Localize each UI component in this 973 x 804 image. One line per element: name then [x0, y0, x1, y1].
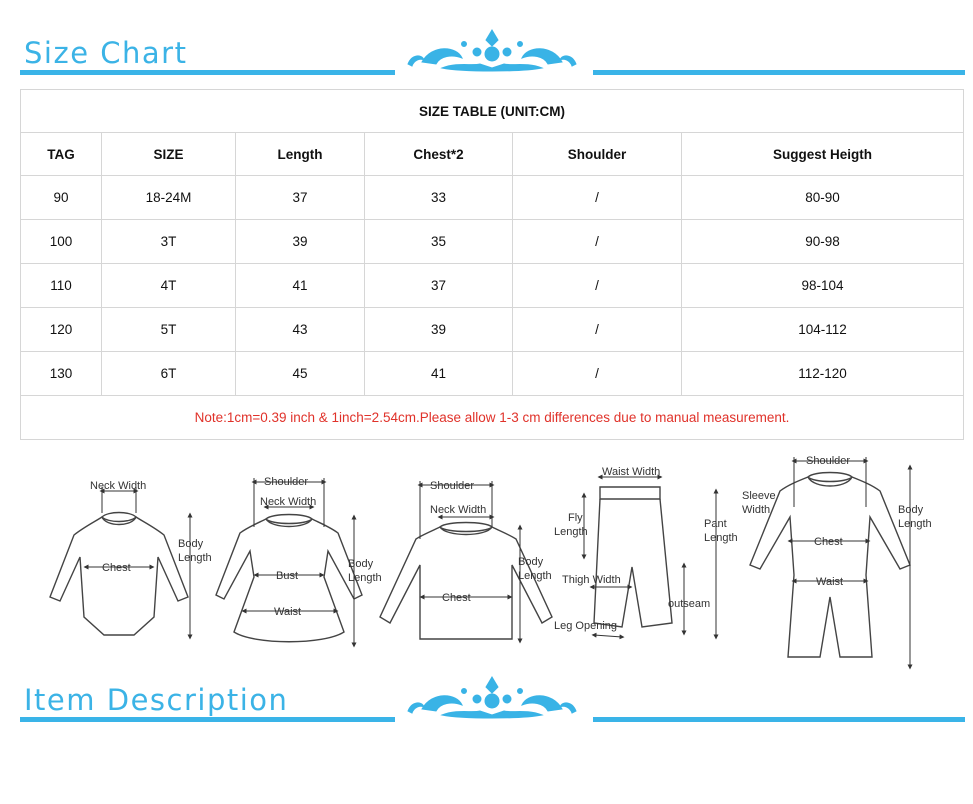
col-suggest-height: Suggest Heigth [682, 133, 964, 176]
header-rule-left [20, 70, 395, 75]
cell: 130 [21, 352, 102, 396]
cell: 100 [21, 220, 102, 264]
cell: 37 [236, 176, 365, 220]
label-neck-width: Neck Width [90, 480, 147, 492]
cell: 41 [365, 352, 513, 396]
col-chest: Chest*2 [365, 133, 513, 176]
table-row [21, 176, 964, 220]
table-row [21, 264, 964, 308]
cell: 120 [21, 308, 102, 352]
label-fly-length: Length [554, 526, 588, 538]
cell: 35 [365, 220, 513, 264]
col-shoulder: Shoulder [513, 133, 682, 176]
item-description-header [20, 683, 965, 733]
label-neck-width: Neck Width [260, 496, 317, 508]
cell: / [513, 176, 682, 220]
cell: 39 [236, 220, 365, 264]
cell: 6T [102, 352, 236, 396]
label-length: Length [898, 518, 932, 530]
size-table [20, 89, 964, 440]
label-length: Length [178, 552, 212, 564]
garment-diagrams-svg [44, 447, 934, 672]
label-length: Length [518, 570, 552, 582]
measurement-note: Note:1cm=0.39 inch & 1inch=2.54cm.Please allow 1-3 cm differences due to manual measurement. [21, 396, 964, 440]
table-row [21, 352, 964, 396]
cell: 110 [21, 264, 102, 308]
label-body: Body [518, 556, 544, 568]
label-body: Body [348, 558, 374, 570]
label-outseam: outseam [668, 598, 711, 610]
label-waist: Waist [816, 576, 844, 588]
label-sleeve: Sleeve [742, 490, 776, 502]
label-shoulder: Shoulder [430, 480, 475, 492]
ornament-icon [402, 671, 582, 721]
cell: 41 [236, 264, 365, 308]
cell: 90 [21, 176, 102, 220]
label-shoulder: Shoulder [806, 455, 851, 467]
cell: 39 [365, 308, 513, 352]
label-shoulder: Shoulder [264, 476, 309, 488]
label-body: Body [178, 538, 204, 550]
cell: 43 [236, 308, 365, 352]
cell: 18-24M [102, 176, 236, 220]
col-size: SIZE [102, 133, 236, 176]
item-description-title: Item Description [24, 683, 289, 717]
measurement-diagrams [44, 447, 934, 672]
label-length: Length [348, 572, 382, 584]
col-length: Length [236, 133, 365, 176]
cell: 3T [102, 220, 236, 264]
header-rule-right [593, 70, 965, 75]
label-chest: Chest [814, 536, 843, 548]
table-row [21, 308, 964, 352]
label-fly: Fly [568, 512, 583, 524]
cell: 104-112 [682, 308, 964, 352]
table-caption: SIZE TABLE (UNIT:CM) [21, 90, 964, 133]
label-pant-length: Length [704, 532, 738, 544]
label-bust: Bust [276, 570, 299, 582]
label-waist: Waist [274, 606, 302, 618]
cell: 112-120 [682, 352, 964, 396]
cell: / [513, 220, 682, 264]
label-body: Body [898, 504, 924, 516]
cell: 45 [236, 352, 365, 396]
table-header-row [21, 133, 964, 176]
label-chest: Chest [442, 592, 471, 604]
cell: 33 [365, 176, 513, 220]
label-pant: Pant [704, 518, 727, 530]
header-rule-left [20, 717, 395, 722]
cell: 4T [102, 264, 236, 308]
ornament-icon [402, 24, 582, 74]
size-chart-header [20, 36, 965, 86]
label-leg-opening: Leg Opening [554, 620, 617, 632]
label-waist-width: Waist Width [602, 466, 661, 478]
table-row [21, 220, 964, 264]
size-chart-title: Size Chart [24, 36, 188, 70]
cell: 80-90 [682, 176, 964, 220]
cell: 37 [365, 264, 513, 308]
col-tag: TAG [21, 133, 102, 176]
cell: / [513, 308, 682, 352]
cell: / [513, 264, 682, 308]
cell: 90-98 [682, 220, 964, 264]
cell: / [513, 352, 682, 396]
label-thigh-width: Thigh Width [562, 574, 621, 586]
cell: 98-104 [682, 264, 964, 308]
pants-diagram [594, 487, 672, 627]
label-neck-width: Neck Width [430, 504, 487, 516]
label-chest: Chest [102, 562, 131, 574]
label-sleeve-width: Width [742, 504, 771, 516]
cell: 5T [102, 308, 236, 352]
header-rule-right [593, 717, 965, 722]
